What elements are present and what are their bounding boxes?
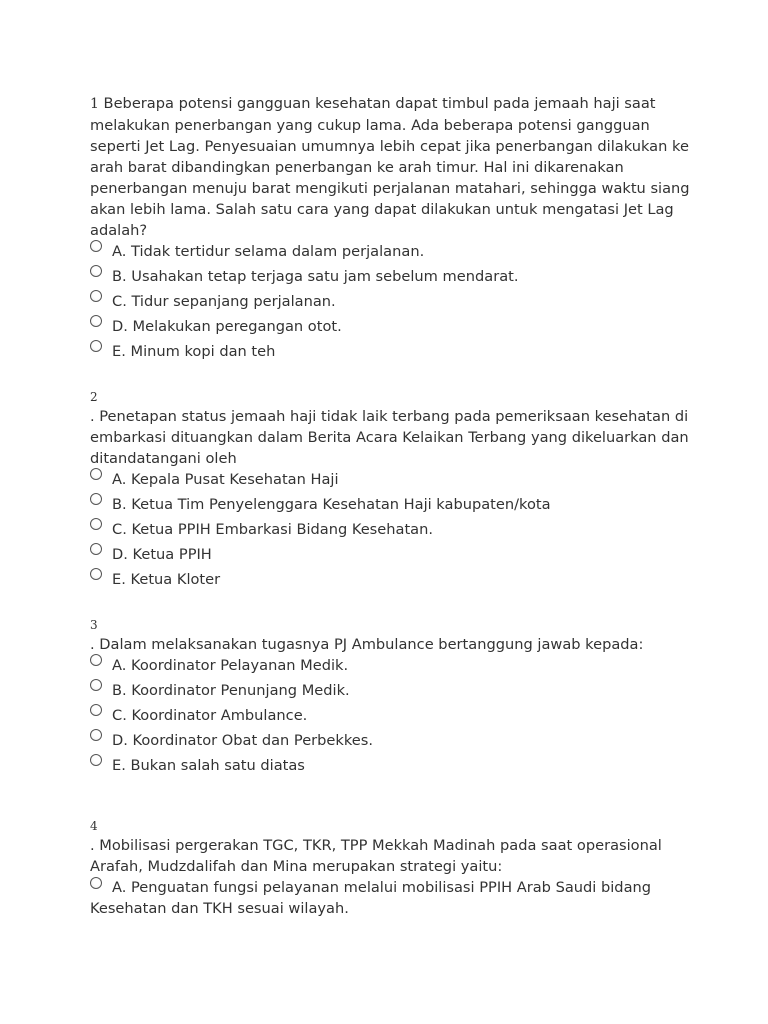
radio-button-icon[interactable] [90,568,102,580]
question-2-option-c[interactable] [90,519,690,544]
radio-button-icon[interactable] [90,877,102,889]
question-2-option-a[interactable] [90,469,690,494]
option-label: B. Koordinator Penunjang Medik. [112,682,350,699]
option-label: E. Minum kopi dan teh [112,343,276,360]
question-1-text: Beberapa potensi gangguan kesehatan dapat timbul pada jemaah haji saat melakukan penerbangan yang cukup lama. Ada beberapa potensi gangguan seperti Jet Lag. Penyesuaian umumnya lebih cepat jika penerbangan dilakukan ke arah barat dibandingkan penerbangan ke arah timur. Hal ini dikarenakan penerbangan menuju barat mengikuti perjalanan matahari, sehingga waktu siang akan lebih lama. Salah satu cara yang dapat dilakukan untuk mengatasi Jet Lag adalah? [90,95,690,239]
question-3-options [90,655,690,780]
question-1-option-c[interactable] [90,291,690,316]
option-label: A. Penguatan fungsi pelayanan melalui mobilisasi PPIH Arab Saudi bidang Kesehatan dan TKH sesuai wilayah. [90,879,652,917]
question-1 [90,93,690,366]
radio-button-icon[interactable] [90,518,102,530]
question-2-option-b[interactable] [90,494,690,519]
option-label: C. Koordinator Ambulance. [112,707,308,724]
question-1-option-e[interactable] [90,341,690,366]
question-4-number: 4 [90,819,98,833]
question-3-option-b[interactable] [90,680,690,705]
option-label: C. Tidur sepanjang perjalanan. [112,293,336,310]
radio-button-icon[interactable] [90,729,102,741]
option-label: A. Koordinator Pelayanan Medik. [112,657,349,674]
question-1-option-b[interactable] [90,266,690,291]
option-label: C. Ketua PPIH Embarkasi Bidang Kesehatan. [112,521,434,538]
radio-button-icon[interactable] [90,265,102,277]
option-label: B. Ketua Tim Penyelenggara Kesehatan Haji kabupaten/kota [112,496,551,513]
question-2-options [90,469,690,594]
option-label: A. Kepala Pusat Kesehatan Haji [112,471,339,488]
question-1-option-a[interactable] [90,241,690,266]
question-1-options [90,241,690,366]
question-4 [90,817,690,919]
question-4-options [90,877,690,919]
question-3-text: . Dalam melaksanakan tugasnya PJ Ambulance bertanggung jawab kepada: [90,636,644,653]
question-4-option-a[interactable] [90,877,690,919]
radio-button-icon[interactable] [90,679,102,691]
spacer [90,594,690,616]
spacer [90,366,690,388]
question-1-number: 1 [90,96,99,112]
question-3-option-e[interactable] [90,755,690,780]
option-label: D. Ketua PPIH [112,546,212,563]
question-1-text-block [90,93,690,241]
radio-button-icon[interactable] [90,290,102,302]
question-1-option-d[interactable] [90,316,690,341]
radio-button-icon[interactable] [90,240,102,252]
radio-button-icon[interactable] [90,543,102,555]
option-label: B. Usahakan tetap terjaga satu jam sebelum mendarat. [112,268,519,285]
option-label: D. Melakukan peregangan otot. [112,318,342,335]
question-3 [90,616,690,780]
question-2-number: 2 [90,390,98,404]
option-label: E. Bukan salah satu diatas [112,757,305,774]
question-3-option-c[interactable] [90,705,690,730]
radio-button-icon[interactable] [90,704,102,716]
document-page [90,93,690,919]
question-3-number: 3 [90,618,98,632]
option-label: D. Koordinator Obat dan Perbekkes. [112,732,374,749]
radio-button-icon[interactable] [90,468,102,480]
question-4-text: . Mobilisasi pergerakan TGC, TKR, TPP Mekkah Madinah pada saat operasional Arafah, Mudzdalifah dan Mina merupakan strategi yaitu: [90,837,662,875]
option-label: E. Ketua Kloter [112,571,221,588]
radio-button-icon[interactable] [90,315,102,327]
question-2-text: . Penetapan status jemaah haji tidak laik terbang pada pemeriksaan kesehatan di embarkasi dituangkan dalam Berita Acara Kelaikan Terbang yang dikeluarkan dan ditandatangani oleh [90,408,689,467]
radio-button-icon[interactable] [90,654,102,666]
option-label: A. Tidak tertidur selama dalam perjalanan. [112,243,425,260]
spacer [90,780,690,817]
radio-button-icon[interactable] [90,754,102,766]
question-2-option-e[interactable] [90,569,690,594]
radio-button-icon[interactable] [90,493,102,505]
question-2 [90,388,690,594]
question-2-option-d[interactable] [90,544,690,569]
radio-button-icon[interactable] [90,340,102,352]
question-3-option-d[interactable] [90,730,690,755]
question-3-option-a[interactable] [90,655,690,680]
